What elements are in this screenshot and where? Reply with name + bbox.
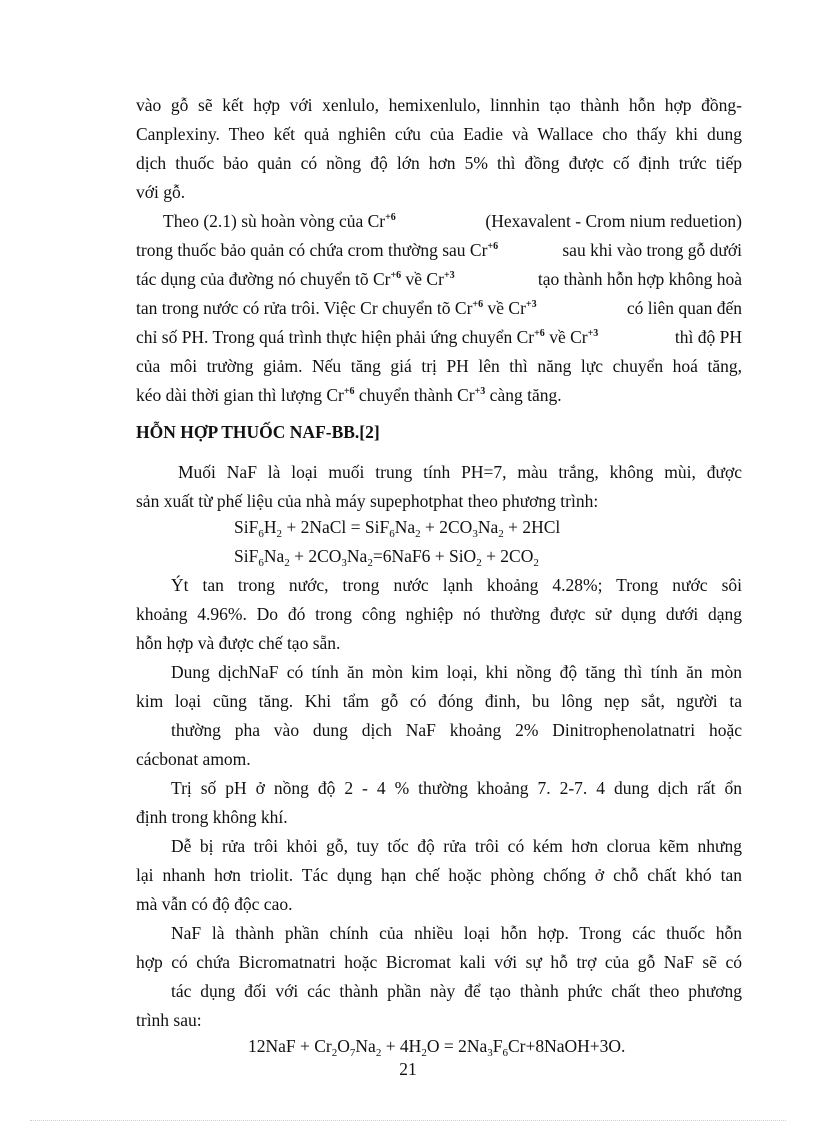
text-run: Theo (2.1) sù hoàn vòng của Cr [163,211,386,231]
paragraph-8-line-4: trình sau: [136,1010,202,1030]
text-run: chỉ số PH. Trong quá trình thực hiện phải ứng chuyển Cr [136,327,535,347]
subscript: 6 [258,557,264,569]
paragraph-2-line-4 [136,297,742,319]
paragraph-8-line-2: hợp có chứa Bicromatnatri hoặc Bicromat kali với sự hỗ trợ của gỗ NaF sẽ có [136,952,742,972]
paragraph-8-line-1: NaF là thành phần chính của nhiều loại hỗn hợp. Trong các thuốc hỗn [171,923,742,943]
paragraph-1-line-2: Canplexiny. Theo kết quả nghiên cứu của Eadie và Wallace cho thấy khi dung [136,124,742,144]
paragraph-8-line-3: tác dụng đối với các thành phần này để tạo thành phức chất theo phương [171,981,742,1001]
formula-text: + 2CO [481,546,534,566]
formula-3 [248,1035,742,1057]
text-run: về Cr [401,269,444,289]
subscript: 6 [258,528,264,540]
text-run: có liên quan đến [626,298,742,318]
superscript: +3 [587,328,599,339]
page-number: 21 [399,1059,417,1079]
formula-text: + 2CO [289,546,342,566]
superscript: +6 [534,328,545,339]
paragraph-2-line-6: của môi trường giảm. Nếu tăng giá trị PH lên thì năng lực chuyển hoá tăng, [136,356,742,376]
subscript: 2 [375,1047,382,1059]
paragraph-5-line-4: cácbonat amom. [136,749,251,769]
paragraph-5-line-1: Dung dịchNaF có tính ăn mòn kim loại, khi nồng độ tăng thì tính ăn mòn [171,662,742,682]
text-run: về Cr [544,327,588,347]
subscript: 2 [476,557,482,569]
formula-text: H [263,517,277,537]
paragraph-3-line-1: Muối NaF là loại muối trung tính PH=7, màu trắng, không mùi, được [178,462,742,482]
text-run [163,210,396,232]
text-run: càng tăng. [485,385,562,405]
section-heading: HỖN HỢP THUỐC NAF-BB.[2] [136,422,380,442]
text-run: về Cr [483,298,526,318]
paragraph-1-line-4: với gỗ. [136,182,186,202]
superscript: +6 [343,386,355,397]
formula-2 [234,545,734,567]
subscript: 2 [421,1047,427,1059]
formula-text: SiF [234,517,259,537]
paragraph-7-line-2: lại nhanh hơn triolit. Tác dụng hạn chế hoặc phòng chống ở chỗ chất khó tan [136,865,742,885]
text-run: tác dụng của đường nó chuyển tõ Cr [136,269,391,289]
text-run: chuyển thành Cr [354,385,475,405]
subscript: 2 [533,557,539,569]
paragraph-7-line-1: Dễ bị rửa trôi khỏi gỗ, tuy tốc độ rửa trôi có kém hơn clorua kẽm nhưng [171,836,742,856]
text-run: thì độ PH [674,327,742,347]
formula-1 [234,516,734,538]
paragraph-7-line-3: mà vẫn có độ độc cao. [136,894,293,914]
text-run [136,268,455,290]
formula-text: F [492,1036,503,1056]
paragraph-2-line-1 [163,210,742,232]
formula-text: =6NaF6 + SiO [372,546,477,566]
formula-text: O = 2Na [426,1036,488,1056]
text-run: tan trong nước có rửa trôi. Việc Cr chuyển tõ Cr [136,298,473,318]
formula-text: + 2NaCl = SiF [281,517,390,537]
paragraph-4-line-3: hỗn hợp và được chế tạo sẵn. [136,633,341,653]
superscript: +3 [474,386,486,397]
formula-text: Na [263,546,285,566]
superscript: +6 [390,270,402,281]
paragraph-2-line-5 [136,326,742,348]
superscript: +6 [487,241,499,252]
superscript: +6 [472,299,484,310]
formula-text: + 2HCl [503,517,561,537]
formula-text: Na [477,517,499,537]
subscript: 2 [284,557,290,569]
paragraph-5-line-3: thường pha vào dung dịch NaF khoảng 2% Dinitrophenolatnatri hoặc [171,720,742,740]
text-run [136,326,598,348]
text-run [136,297,537,319]
page-bottom-rule [30,1120,786,1121]
formula-text: SiF [234,546,259,566]
paragraph-5-line-2: kim loại cũng tăng. Khi tẩm gỗ có đóng đinh, bu lông nẹp sắt, người ta [136,691,742,711]
formula-text: 12NaF + Cr [248,1036,332,1056]
formula-text: Na [346,546,368,566]
text-run: trong thuốc bảo quản có chứa crom thường sau Cr [136,240,488,260]
subscript: 7 [349,1047,356,1059]
paragraph-2-line-2 [136,239,742,261]
formula-text: Cr+8NaOH+3O. [507,1036,626,1056]
paragraph-6-line-2: định trong không khí. [136,807,288,827]
subscript: 2 [498,528,504,540]
paragraph-4-line-2: khoảng 4.96%. Do đó trong công nghiệp nó thường được sử dụng dưới dạng [136,604,742,624]
subscript: 2 [367,557,373,569]
paragraph-3-line-2: sản xuất từ phế liệu của nhà máy supephotphat theo phương trình: [136,491,599,511]
formula-text: + 2CO [420,517,473,537]
formula-text: + 4H [381,1036,422,1056]
subscript: 2 [415,528,421,540]
subscript: 2 [276,528,282,540]
subscript: 6 [389,528,395,540]
formula-text: O [337,1036,350,1056]
superscript: +3 [443,270,455,281]
subscript: 3 [472,528,478,540]
paragraph-1-line-3: dịch thuốc bảo quản có nồng độ lớn hơn 5% thì đồng được cố định trức tiếp [136,153,742,173]
subscript: 6 [502,1047,508,1059]
formula-text: Na [355,1036,376,1056]
text-run: kéo dài thời gian thì lượng Cr [136,385,344,405]
text-run: (Hexavalent - Crom nium reduetion) [485,211,742,231]
superscript: +3 [525,299,537,310]
paragraph-2-line-3 [136,268,742,290]
text-run [136,239,498,261]
superscript: +6 [385,212,396,223]
subscript: 2 [331,1047,338,1059]
formula-text: Na [394,517,416,537]
paragraph-1-line-1: vào gỗ sẽ kết hợp với xenlulo, hemixenlulo, linnhin tạo thành hỗn hợp đồng- [136,95,742,115]
paragraph-6-line-1: Trị số pH ở nồng độ 2 - 4 % thường khoảng 7. 2-7. 4 dung dịch rất ổn [171,778,742,798]
subscript: 3 [487,1047,493,1059]
text-run: tạo thành hỗn hợp không hoà [537,269,742,289]
paragraph-2-line-7 [136,384,742,406]
subscript: 3 [341,557,347,569]
paragraph-4-line-1: Ýt tan trong nước, trong nước lạnh khoảng 4.28%; Trong nước sôi [171,575,742,595]
text-run: sau khi vào trong gỗ dưới [562,240,742,260]
